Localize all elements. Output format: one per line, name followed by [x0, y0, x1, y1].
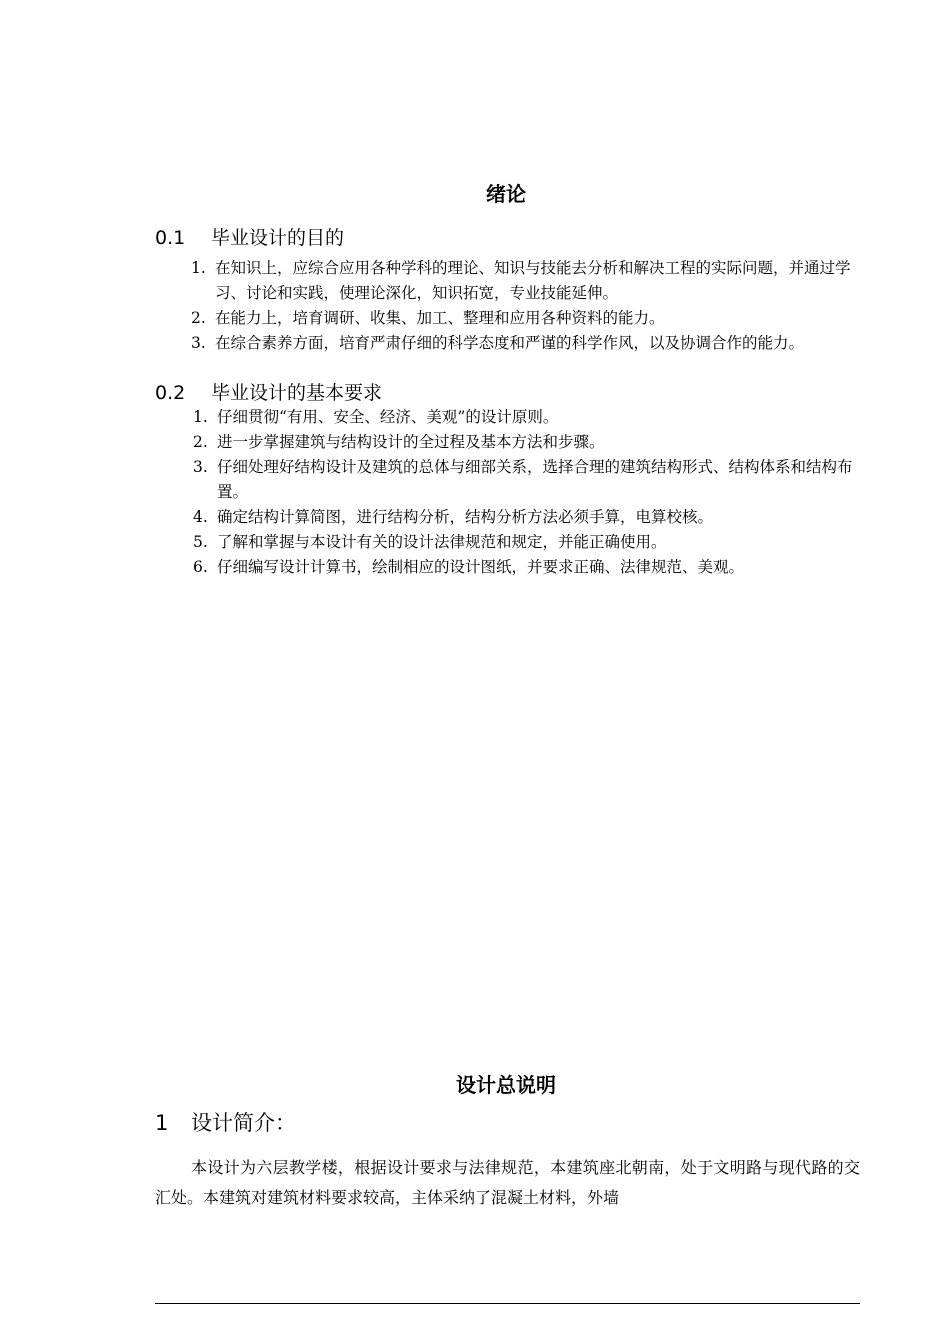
- list-item-marker: 1.: [191, 259, 206, 277]
- design-title: 设计总说明: [456, 1073, 556, 1097]
- section-heading-1: [155, 1109, 296, 1137]
- list-item-marker: 3.: [193, 458, 208, 476]
- intro-title: 绪论: [486, 182, 526, 206]
- list-item-marker: 2.: [193, 433, 208, 451]
- list-item-text: 在知识上，应综合应用各种学科的理论、知识与技能去分析和解决工程的实际问题，并通过学习、讨论和实践，使理论深化，知识拓宽，专业技能延伸。: [215, 259, 851, 302]
- list-item-marker: 6.: [193, 558, 208, 576]
- list-item-text: 了解和掌握与本设计有关的设计法律规范和规定，并能正确使用。: [217, 533, 667, 551]
- list-item: [193, 530, 873, 555]
- list-item-text: 确定结构计算简图，进行结构分析，结构分析方法必须手算，电算校核。: [217, 508, 714, 526]
- list-item: [193, 405, 873, 430]
- list-item: [193, 555, 873, 580]
- design-intro-paragraph: 本设计为六层教学楼，根据设计要求与法律规范，本建筑座北朝南，处于文明路与现代路的交汇处。本建筑对建筑材料要求较高，主体采纳了混凝土材料，外墙: [155, 1158, 860, 1207]
- list-item-text: 进一步掌握建筑与结构设计的全过程及基本方法和步骤。: [217, 433, 605, 451]
- list-item: [193, 455, 873, 505]
- section-heading-0-2: [155, 381, 382, 405]
- list-item: [191, 306, 863, 331]
- list-item-text: 仔细处理好结构设计及建筑的总体与细部关系，选择合理的建筑结构形式、结构体系和结构布置。: [217, 458, 853, 501]
- list-item-marker: 2.: [191, 309, 206, 327]
- section-number: 0.1: [155, 227, 186, 249]
- list-item-marker: 4.: [193, 508, 208, 526]
- list-item-text: 仔细贯彻“有用、安全、经济、美观”的设计原则。: [217, 408, 559, 426]
- footer-divider: [155, 1303, 860, 1304]
- list-item-text: 仔细编写设计计算书，绘制相应的设计图纸，并要求正确、法律规范、美观。: [217, 558, 745, 576]
- list-item: [193, 430, 873, 455]
- list-item-text: 在综合素养方面，培育严肃仔细的科学态度和严谨的科学作风，以及协调合作的能力。: [215, 334, 805, 352]
- section-heading-0-1: [155, 226, 344, 250]
- list-item-marker: 1.: [193, 408, 208, 426]
- section-title: 设计简介：: [191, 1111, 296, 1135]
- section-number: 1: [155, 1111, 169, 1135]
- list-item: [193, 505, 873, 530]
- list-item-text: 在能力上，培育调研、收集、加工、整理和应用各种资料的能力。: [215, 309, 665, 327]
- section-number: 0.2: [155, 382, 186, 404]
- requirements-list: [193, 405, 873, 580]
- section-title: 毕业设计的基本要求: [211, 382, 383, 404]
- list-item: [191, 256, 863, 306]
- list-item-marker: 3.: [191, 334, 206, 352]
- list-item-marker: 5.: [193, 533, 208, 551]
- objectives-list: [191, 256, 863, 356]
- list-item: [191, 331, 863, 356]
- section-title: 毕业设计的目的: [211, 227, 345, 249]
